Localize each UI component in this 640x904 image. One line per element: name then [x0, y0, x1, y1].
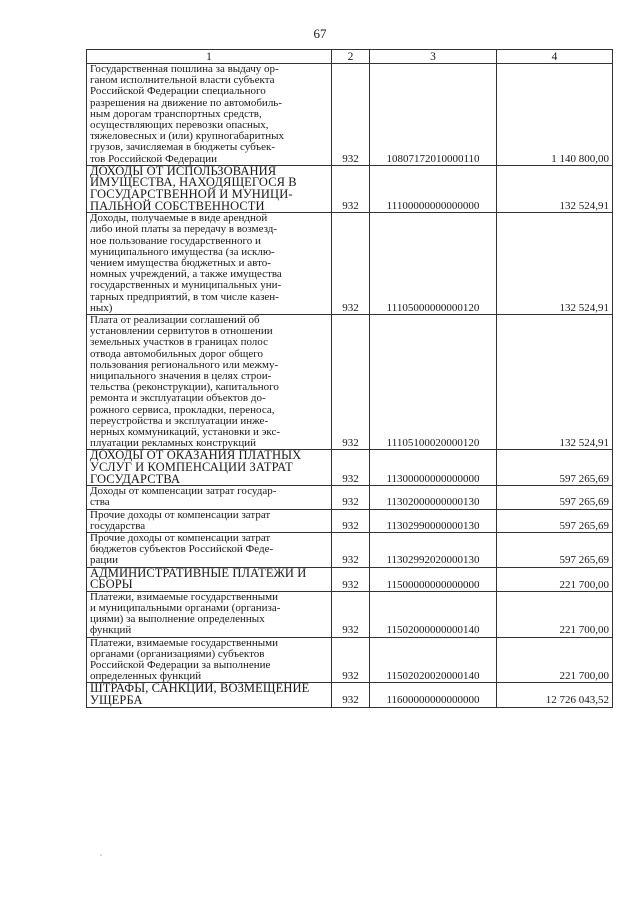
table-header-row — [87, 50, 613, 64]
header-col-4: 4 — [497, 50, 613, 64]
amount-cell: 1 140 800,00 — [497, 64, 613, 166]
table-row — [87, 64, 613, 166]
table-row — [87, 509, 613, 532]
table-row — [87, 683, 613, 707]
table-row — [87, 450, 613, 486]
admin-code-cell: 932 — [332, 450, 370, 486]
table-row — [87, 213, 613, 315]
budget-code-cell: 11502000000000140 — [370, 591, 497, 637]
admin-code-cell: 932 — [332, 213, 370, 315]
amount-cell: 221 700,00 — [497, 567, 613, 591]
budget-code-cell: 11300000000000000 — [370, 450, 497, 486]
budget-code-cell: 11502020020000140 — [370, 637, 497, 683]
table-row — [87, 637, 613, 683]
revenue-name-cell: ДОХОДЫ ОТ ОКАЗАНИЯ ПЛАТНЫХ УСЛУГ И КОМПЕНСАЦИИ ЗАТРАТ ГОСУДАРСТВА — [87, 450, 332, 486]
table-row — [87, 591, 613, 637]
page-number: 67 — [313, 26, 327, 41]
admin-code-cell: 932 — [332, 165, 370, 212]
table-row — [87, 486, 613, 509]
budget-code-cell: 11600000000000000 — [370, 683, 497, 707]
revenue-name-cell: Доходы от компенсации затрат государ- ства — [87, 486, 332, 509]
admin-code-cell: 932 — [332, 683, 370, 707]
budget-code-cell: 11302990000000130 — [370, 509, 497, 532]
amount-cell: 12 726 043,52 — [497, 683, 613, 707]
amount-cell: 221 700,00 — [497, 591, 613, 637]
amount-cell: 132 524,91 — [497, 165, 613, 212]
amount-cell: 597 265,69 — [497, 450, 613, 486]
admin-code-cell: 932 — [332, 637, 370, 683]
amount-cell: 597 265,69 — [497, 486, 613, 509]
revenue-name-cell: Прочие доходы от компенсации затрат государства — [87, 509, 332, 532]
header-col-3: 3 — [370, 50, 497, 64]
budget-code-cell: 11500000000000000 — [370, 567, 497, 591]
amount-cell: 597 265,69 — [497, 533, 613, 568]
revenue-name-cell: Платежи, взимаемые государственными и муниципальными органами (организа- циями) за выполнение определенных функций — [87, 591, 332, 637]
revenue-name-cell: ДОХОДЫ ОТ ИСПОЛЬЗОВАНИЯ ИМУЩЕСТВА, НАХОДЯЩЕГОСЯ В ГОСУДАРСТВЕННОЙ И МУНИЦИ- ПАЛЬНОЙ СОБСТВЕННОСТИ — [87, 165, 332, 212]
amount-cell: 597 265,69 — [497, 509, 613, 532]
budget-code-cell: 11302000000000130 — [370, 486, 497, 509]
amount-cell: 132 524,91 — [497, 315, 613, 450]
amount-cell: 132 524,91 — [497, 213, 613, 315]
revenue-name-cell: Доходы, получаемые в виде арендной либо иной платы за передачу в возмезд- ное пользование государственного и муниципального имущества (за исклю- чением имущества бюджетных и авто- номных учреждений, а также имущества государственных и муниципальных уни- тарных предприятий, в том числе казен- ных) — [87, 213, 332, 315]
table-row — [87, 315, 613, 450]
admin-code-cell: 932 — [332, 591, 370, 637]
admin-code-cell: 932 — [332, 486, 370, 509]
budget-code-cell: 10807172010000110 — [370, 64, 497, 166]
revenue-name-cell: АДМИНИСТРАТИВНЫЕ ПЛАТЕЖИ И СБОРЫ — [87, 567, 332, 591]
revenue-table — [86, 49, 613, 708]
admin-code-cell: 932 — [332, 533, 370, 568]
table-body — [87, 50, 613, 708]
revenue-name-cell: ШТРАФЫ, САНКЦИИ, ВОЗМЕЩЕНИЕ УЩЕРБА — [87, 683, 332, 707]
scan-speck — [100, 854, 102, 856]
revenue-name-cell: Плата от реализации соглашений об установлении сервитутов в отношении земельных участков в границах полос отвода автомобильных дорог общего пользования регионального или межму- ниципального значения в целях строи- тельства (реконструкции), капитального ремонта и эксплуатации объектов до- рожного сервиса, прокладки, переноса, переустройства и эксплуатации инже- нерных коммуникаций, установки и экс- плуатации рекламных конструкций — [87, 315, 332, 450]
admin-code-cell: 932 — [332, 509, 370, 532]
header-col-1: 1 — [87, 50, 332, 64]
admin-code-cell: 932 — [332, 567, 370, 591]
budget-code-cell: 11302992020000130 — [370, 533, 497, 568]
admin-code-cell: 932 — [332, 64, 370, 166]
amount-cell: 221 700,00 — [497, 637, 613, 683]
budget-code-cell: 11105000000000120 — [370, 213, 497, 315]
revenue-name-cell: Государственная пошлина за выдачу ор- ганом исполнительной власти субъекта Российской Федерации специального разрешения на движение по автомобиль- ным дорогам транспортных средств, осуществляющих перевозки опасных, тяжеловесных и (или) крупногабаритных грузов, зачисляемая в бюджеты субъек- тов Российской Федерации — [87, 64, 332, 166]
revenue-name-cell: Платежи, взимаемые государственными органами (организациями) субъектов Российской Федерации за выполнение определенных функций — [87, 637, 332, 683]
budget-code-cell: 11100000000000000 — [370, 165, 497, 212]
table-row — [87, 165, 613, 212]
revenue-name-cell: Прочие доходы от компенсации затрат бюджетов субъектов Российской Феде- рации — [87, 533, 332, 568]
table-row — [87, 567, 613, 591]
table-row — [87, 533, 613, 568]
admin-code-cell: 932 — [332, 315, 370, 450]
budget-code-cell: 11105100020000120 — [370, 315, 497, 450]
header-col-2: 2 — [332, 50, 370, 64]
